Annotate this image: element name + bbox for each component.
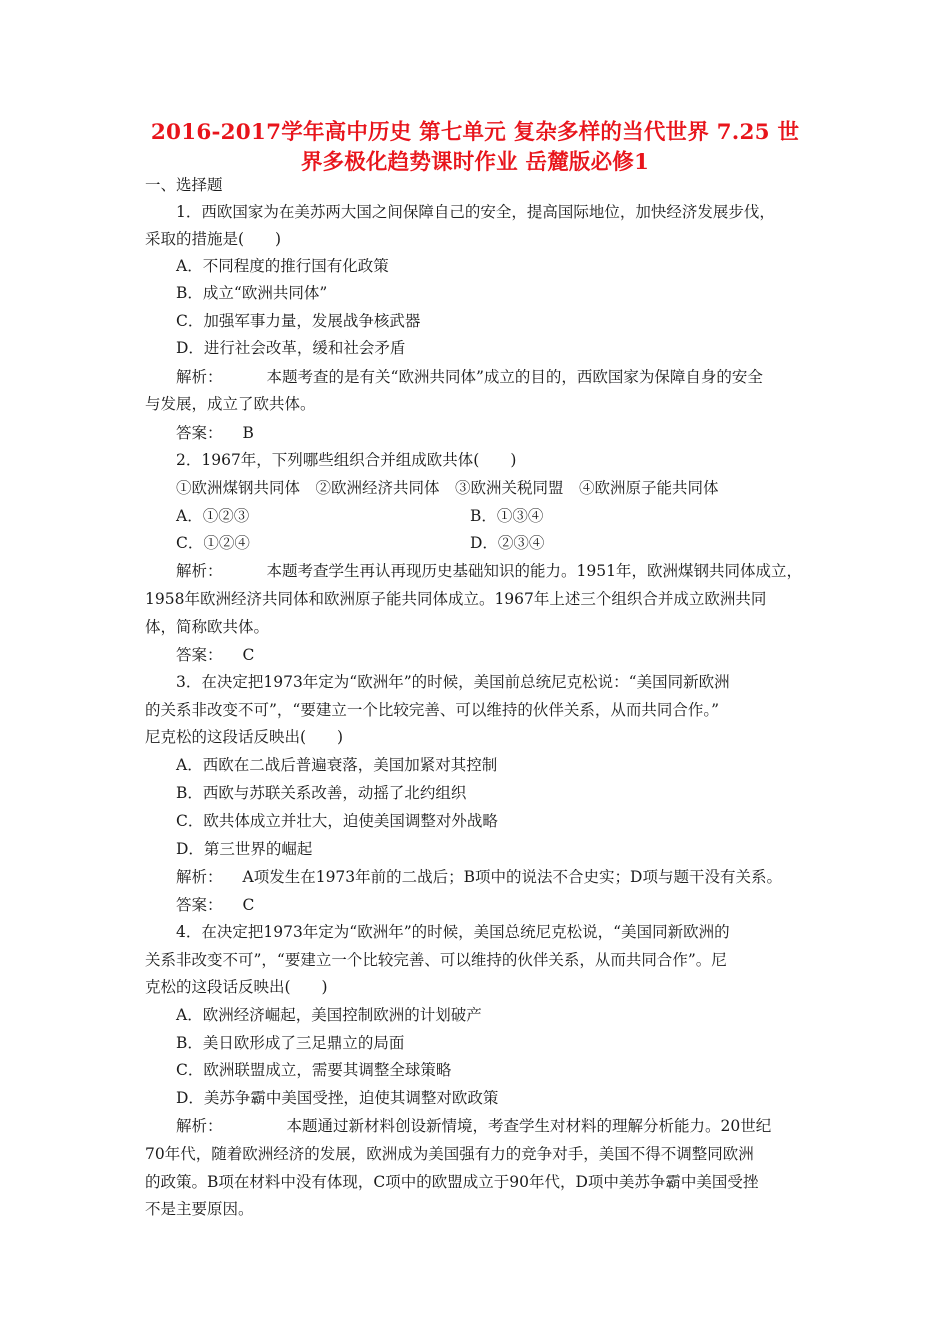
q2-option-c: C．①②④ (176, 534, 250, 552)
q3-option-d: D．第三世界的崛起 (176, 840, 313, 858)
q4-option-c: C．欧洲联盟成立，需要其调整全球策略 (176, 1061, 452, 1079)
q2-answer-value: C (242, 646, 255, 664)
q4-analysis-line-4: 不是主要原因。 (145, 1200, 254, 1218)
q4-stem-line-1: 4．在决定把1973年定为“欧洲年”的时候，美国总统尼克松说，“美国同新欧洲的 (176, 923, 730, 941)
q3-analysis-line-1 (176, 864, 810, 890)
q2-items: ①欧洲煤钢共同体 ②欧洲经济共同体 ③欧洲关税同盟 ④欧洲原子能共同体 (176, 479, 719, 497)
q1-option-b: B．成立“欧洲共同体” (176, 284, 328, 302)
q1-analysis-text: 本题考查的是有关“欧洲共同体”成立的目的，西欧国家为保障自身的安全 (266, 368, 763, 386)
q2-analysis-text: 本题考查学生再认再现历史基础知识的能力。1951年，欧洲煤钢共同体成立， (266, 562, 802, 580)
q3-option-b: B．西欧与苏联关系改善，动摇了北约组织 (176, 784, 467, 802)
q3-answer (176, 892, 810, 918)
q1-answer (176, 420, 810, 446)
q2-option-a: A．①②③ (176, 507, 250, 525)
q3-answer-value: C (242, 896, 255, 914)
title-line-1: 2016-2017学年高中历史 第七单元 复杂多样的当代世界 7.25 世 (150, 120, 800, 145)
q3-option-c: C．欧共体成立并壮大，迫使美国调整对外战略 (176, 812, 498, 830)
q1-option-c: C．加强军事力量，发展战争核武器 (176, 312, 421, 330)
q4-analysis-line-1 (176, 1113, 810, 1139)
q2-analysis-line-2: 1958年欧洲经济共同体和欧洲原子能共同体成立。1967年上述三个组织合并成立欧洲共同 (145, 590, 767, 608)
q4-analysis-label: 解析： (176, 1117, 223, 1135)
q2-option-d: D．②③④ (470, 534, 545, 552)
q2-option-b: B．①③④ (470, 507, 544, 525)
q3-answer-label: 答案： (176, 896, 223, 914)
q4-option-a: A．欧洲经济崛起，美国控制欧洲的计划破产 (176, 1006, 482, 1024)
q3-stem-line-1: 3．在决定把1973年定为“欧洲年”的时候，美国前总统尼克松说：“美国同新欧洲 (176, 673, 730, 691)
q3-option-a: A．西欧在二战后普遍衰落，美国加紧对其控制 (176, 756, 498, 774)
q4-analysis-text: 本题通过新材料创设新情境，考查学生对材料的理解分析能力。20世纪 (286, 1117, 772, 1135)
q2-option-row-2 (176, 530, 810, 556)
q1-analysis-line-1 (176, 364, 810, 390)
q1-analysis-label: 解析： (176, 368, 223, 386)
q4-option-b: B．美日欧形成了三足鼎立的局面 (176, 1034, 405, 1052)
section-heading: 一、选择题 (145, 176, 223, 194)
q3-analysis-label: 解析： (176, 868, 223, 886)
document-title (148, 118, 802, 178)
q1-stem-line-2: 采取的措施是( ) (145, 230, 282, 248)
q1-analysis-line-2: 与发展，成立了欧共体。 (145, 395, 316, 413)
q4-stem-line-3: 克松的这段话反映出( ) (145, 978, 328, 996)
q1-answer-label: 答案： (176, 424, 223, 442)
q2-option-row-1 (176, 503, 810, 529)
q2-answer-label: 答案： (176, 646, 223, 664)
q4-analysis-line-2: 70年代，随着欧洲经济的发展，欧洲成为美国强有力的竞争对手，美国不得不调整同欧洲 (145, 1145, 754, 1163)
q4-stem-line-2: 关系非改变不可”，“要建立一个比较完善、可以维持的伙伴关系，从而共同合作”。尼 (145, 951, 727, 969)
q4-analysis-line-3: 的政策。B项在材料中没有体现，C项中的欧盟成立于90年代，D项中美苏争霸中美国受挫 (145, 1173, 759, 1191)
q2-stem: 2．1967年，下列哪些组织合并组成欧共体( ) (176, 451, 517, 469)
title-line-2: 界多极化趋势课时作业 岳麓版必修1 (300, 150, 650, 175)
q1-answer-value: B (242, 424, 254, 442)
q4-option-d: D．美苏争霸中美国受挫，迫使其调整对欧政策 (176, 1089, 499, 1107)
q2-analysis-line-3: 体，简称欧共体。 (145, 618, 270, 636)
q1-option-a: A．不同程度的推行国有化政策 (176, 257, 389, 275)
q2-analysis-label: 解析： (176, 562, 223, 580)
q2-answer (176, 642, 810, 668)
q3-stem-line-3: 尼克松的这段话反映出( ) (145, 728, 344, 746)
q2-analysis-line-1 (176, 558, 810, 584)
q3-stem-line-2: 的关系非改变不可”，“要建立一个比较完善、可以维持的伙伴关系，从而共同合作。” (145, 701, 720, 719)
q3-analysis-text: A项发生在1973年前的二战后；B项中的说法不合史实；D项与题干没有关系。 (242, 868, 782, 886)
q1-stem-line-1: 1．西欧国家为在美苏两大国之间保障自己的安全，提高国际地位，加快经济发展步伐， (176, 203, 775, 221)
q1-option-d: D．进行社会改革，缓和社会矛盾 (176, 339, 406, 357)
